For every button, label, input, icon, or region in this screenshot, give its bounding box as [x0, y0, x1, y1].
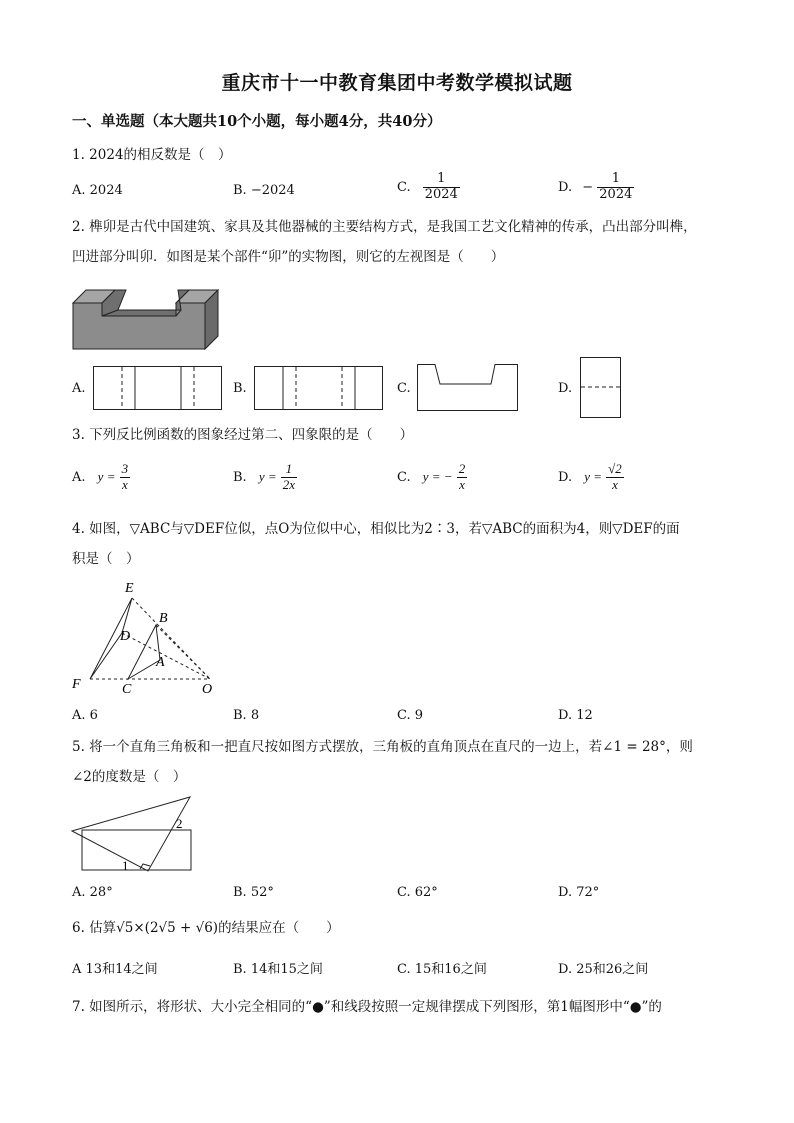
label-c: C	[122, 682, 132, 697]
q5-ruler-triangle-figure	[70, 794, 200, 876]
q3-option-d-label: D.	[558, 469, 573, 485]
q3-a-den: x	[121, 476, 128, 492]
q3-option-d	[558, 462, 624, 493]
q4-stem-line2: 积是（ ）	[72, 551, 140, 567]
q5-option-b: B. 52°	[233, 885, 274, 900]
q5-option-c: C. 62°	[397, 885, 438, 900]
label-e: E	[125, 581, 134, 596]
q3-d-num: √2	[608, 461, 622, 476]
q3-option-b	[233, 462, 297, 493]
q5-option-d: D. 72°	[558, 885, 600, 900]
q4-homothety-figure	[70, 578, 230, 696]
angle-2-label: 2	[176, 816, 183, 831]
q2-stem-line1: 2. 榫卯是古代中国建筑、家具及其他器械的主要结构方式，是我国工艺文化精神的传承，凸出部分叫榫，	[72, 219, 697, 235]
q1-c-denominator: 2024	[424, 186, 458, 202]
q4-stem-line1: 4. 如图，▽ABC与▽DEF位似，点O为位似中心，相似比为2∶3，若▽ABC的面积为4，则▽DEF的面	[72, 521, 680, 537]
q3-b-num: 1	[281, 462, 297, 478]
q1-stem: 1. 2024的相反数是（ ）	[72, 147, 232, 163]
q3-option-a-label: A.	[72, 469, 86, 485]
q1-option-c-label: C.	[397, 179, 411, 195]
q3-stem: 3. 下列反比例函数的图象经过第二、四象限的是（ ）	[72, 427, 414, 443]
label-a: A	[156, 655, 165, 670]
q1-option-d-label: D.	[558, 179, 573, 195]
q2-mortise-figure	[70, 278, 230, 353]
label-o: O	[202, 682, 213, 697]
q1-option-b: B. −2024	[233, 183, 295, 198]
q3-b-y: y =	[258, 468, 277, 484]
q3-option-c	[397, 462, 467, 493]
q2-stem-line2: 凹进部分叫卯．如图是某个部件“卯”的实物图，则它的左视图是（ ）	[72, 249, 505, 265]
q2-option-d-label: D.	[558, 381, 573, 396]
q2-option-b-figure	[254, 366, 384, 412]
q6-option-c: C. 15和16之间	[397, 962, 487, 977]
label-b: B	[159, 611, 168, 626]
q5-stem-line2: ∠2的度数是（ ）	[72, 769, 187, 785]
q4-option-c: C. 9	[397, 708, 424, 723]
q5-stem-line1: 5. 将一个直角三角板和一把直尺按如图方式摆放，三角板的直角顶点在直尺的一边上，若∠1 = 28°，则	[72, 739, 693, 755]
q3-d-den: x	[612, 476, 618, 492]
q5-option-a: A. 28°	[72, 885, 113, 900]
label-f: F	[72, 677, 81, 692]
q3-c-den: x	[459, 476, 465, 492]
q1-d-sign: −	[582, 179, 594, 195]
q6-option-d: D. 25和26之间	[558, 962, 649, 977]
q2-option-a-figure	[93, 366, 223, 412]
angle-1-label: 1	[122, 858, 129, 873]
q2-option-b-label: B.	[233, 381, 247, 396]
q6-option-b: B. 14和15之间	[233, 962, 323, 977]
q6-option-a: A 13和14之间	[72, 962, 158, 977]
q3-c-num: 2	[458, 461, 466, 476]
q1-option-d	[558, 172, 634, 203]
q2-option-c-figure	[417, 364, 519, 412]
q2-option-d-figure	[580, 357, 622, 419]
q4-option-a: A. 6	[72, 708, 98, 723]
q3-c-y: y = −	[422, 468, 453, 484]
q6-stem: 6. 估算√5×(2√5 + √6)的结果应在（ ）	[72, 920, 340, 936]
q3-b-den: 2x	[282, 476, 296, 492]
q3-option-b-label: B.	[233, 469, 247, 485]
q3-option-a	[72, 462, 130, 493]
q1-d-numerator: 1	[597, 172, 634, 188]
section-heading: 一、单选题（本大题共10个小题，每小题4分，共40分）	[72, 113, 442, 130]
q3-option-c-label: C.	[397, 469, 411, 485]
label-d: D	[120, 629, 131, 644]
q1-d-denominator: 2024	[599, 186, 633, 202]
q2-option-a-label: A.	[72, 381, 86, 396]
q7-stem: 7. 如图所示，将形状、大小完全相同的“●”和线段按照一定规律摆成下列图形，第1幅图形中“●”的	[72, 999, 662, 1015]
q1-c-numerator: 1	[423, 172, 460, 188]
page-title: 重庆市十一中教育集团中考数学模拟试题	[221, 72, 573, 94]
q3-a-y: y =	[97, 468, 116, 484]
q3-d-y: y =	[584, 468, 603, 484]
q1-option-c	[397, 172, 460, 203]
q4-option-b: B. 8	[233, 708, 260, 723]
q4-option-d: D. 12	[558, 708, 593, 723]
q1-option-a: A. 2024	[72, 183, 123, 198]
q2-option-c-label: C.	[397, 381, 411, 396]
q3-a-num: 3	[121, 461, 129, 476]
